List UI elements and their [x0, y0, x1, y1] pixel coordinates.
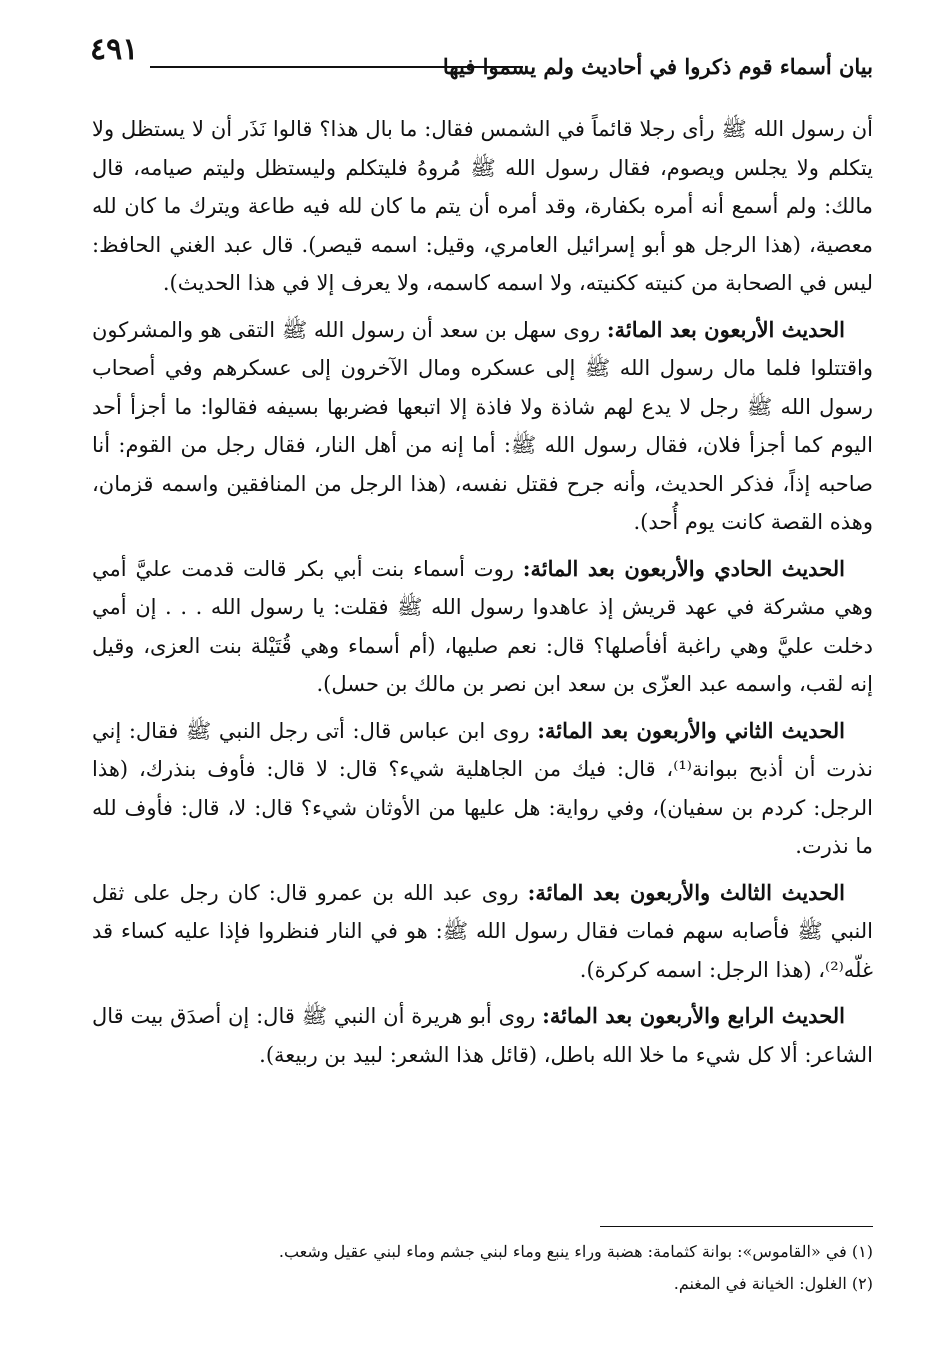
footnote: (١) في «القاموس»: بوانة كثمامة: هضبة وراء ينبع وماء لبني جشم وماء لبني عقيل وشعب.	[278, 1242, 873, 1261]
page-body	[92, 110, 873, 1082]
paragraph-text: روى ابن عباس قال: أتى رجل النبي ﷺ فقال: إني نذرت أن أذبح ببوانة⁽¹⁾، قال: فيك من الجاهلية شيء؟ قال: لا قال: فأوف بنذرك، (هذا الرجل: كردم بن سفيان)، وفي رواية: هل عليها من الأوثان شيء؟ قال: لا، قال: فأوف لله ما نذرت.	[92, 718, 873, 858]
hadith-title: الحديث الثالث والأربعون بعد المائة:	[527, 879, 845, 905]
paragraph-text: روى سهل بن سعد أن رسول الله ﷺ التقى هو والمشركون واقتتلوا فلما مال رسول الله ﷺ إلى عسكره ومال الآخرون إلى عسكرهم وفي أصحاب رسول الله ﷺ رجل لا يدع لهم شاذة ولا فاذة إلا اتبعها فضربها بسيفه فقالوا: ما أجزأ أحد اليوم كما أجزأ فلان، فقال رسول الله ﷺ: أما إنه من أهل النار، فقال رجل من القوم: أنا صاحبه إذاً، فذكر الحديث، وأنه جرح فقتل نفسه، (هذا الرجل من المنافقين واسمه قزمان، وهذه القصة كانت يوم أُحد).	[92, 317, 873, 534]
footnotes	[92, 1236, 873, 1300]
paragraph	[92, 712, 873, 866]
footnote: (٢) الغلول: الخيانة في المغنم.	[673, 1274, 873, 1293]
paragraph-text: روى أبو هريرة أن النبي ﷺ قال: إن أصدَق بيت قال الشاعر: ألا كل شيء ما خلا الله باطل، (قائل هذا الشعر: لبيد بن ربيعة).	[92, 1004, 873, 1067]
hadith-title: الحديث الأربعون بعد المائة:	[606, 316, 845, 342]
paragraph-text: أن رسول الله ﷺ رأى رجلا قائماً في الشمس فقال: ما بال هذا؟ قالوا نَذَر أن لا يستظل ولا يتكلم ولا يجلس ويصوم، فقال رسول الله ﷺ مُروهُ فليتكلم وليستظل وليتم صيامه، قال مالك: ولم أسمع أنه أمره بكفارة، وقد أمره أن يتم ما كان لله فيه طاعة ويترك ما كان لله معصية، (هذا الرجل هو أبو إسرائيل العامري، وقيل: اسمه قيصر). قال عبد الغني الحافظ: ليس في الصحابة من كنيته ككنيته، ولا اسمه كاسمه، ولا يعرف إلا في هذا الحديث).	[92, 117, 873, 295]
hadith-title: الحديث الحادي والأربعون بعد المائة:	[522, 555, 845, 581]
paragraph	[92, 874, 873, 990]
paragraph-text: روت أسماء بنت أبي بكر قالت قدمت عليَّ أمي وهي مشركة في عهد قريش إذ عاهدوا رسول الله ﷺ فقلت: يا رسول الله . . . إن أمي دخلت عليَّ وهي راغبة أفأصلها؟ قال: نعم صليها، (أم أسماء وهي قُتَيْلة بنت العزى، وقيل إنه لقب، واسمه عبد العزّى بن سعد ابن نصر بن مالك بن حسل).	[92, 556, 873, 696]
hadith-title: الحديث الرابع والأربعون بعد المائة:	[542, 1003, 845, 1028]
hadith-title: الحديث الثاني والأربعون بعد المائة:	[537, 717, 845, 743]
page-header	[90, 30, 873, 90]
footnote-rule	[600, 1226, 873, 1227]
page-number: ٤٩١	[90, 32, 139, 67]
paragraph	[92, 311, 873, 542]
paragraph-text: روى عبد الله بن عمرو قال: كان رجل على ثقل النبي ﷺ فأصابه سهم فمات فقال رسول الله ﷺ: هو في النار فنظروا فإذا عليه كساء قد غلّه⁽²⁾، (هذا الرجل: اسمه كركرة).	[92, 880, 873, 982]
paragraph	[92, 550, 873, 704]
running-title: بيان أسماء قوم ذكروا في أحاديث ولم يسموا فيها	[442, 54, 873, 79]
paragraph	[92, 110, 873, 303]
paragraph	[92, 997, 873, 1074]
